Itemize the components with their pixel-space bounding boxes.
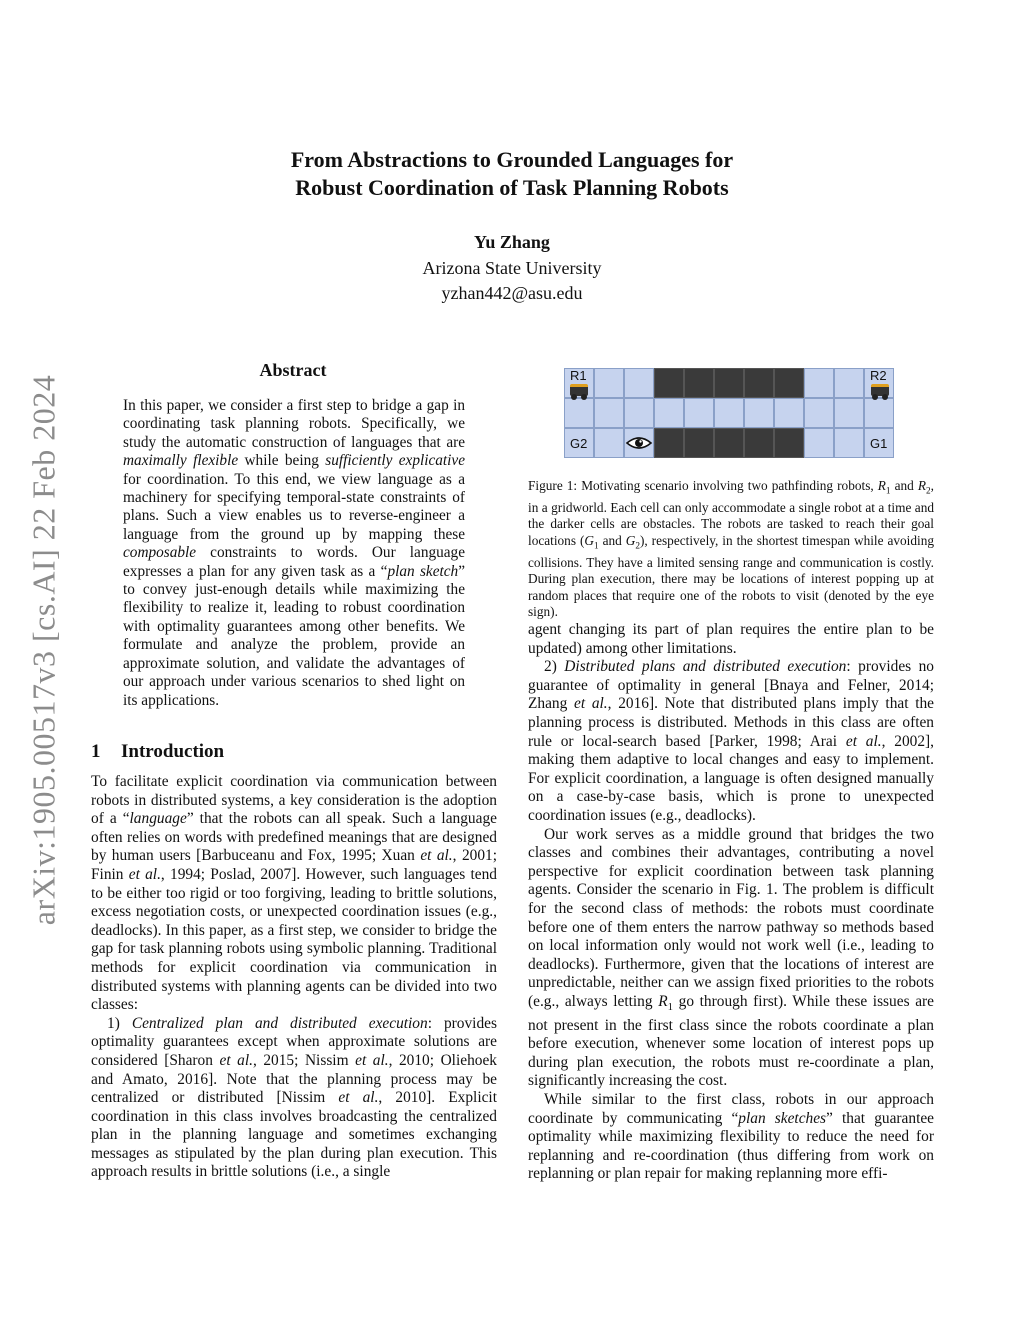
grid-cell bbox=[774, 398, 804, 428]
figure-1-caption: Figure 1: Motivating scenario involving two pathfinding robots, $R_1$ and $R_2$, in a gridworld. Each cell can only accommodate a single robot at a time and the darker cells are obstacles. The robots are tasked to reach their goal locations ($G_1$ and $G_2$), respectively, in the shortest timespan while avoiding collisions. They have a limited sensing range and communication is costly. During plan execution, there may be locations of interest popping up at random places that require one of the robots to visit (denoted by the eye sign). bbox=[528, 478, 934, 620]
grid-cell bbox=[864, 398, 894, 428]
eye-icon bbox=[625, 435, 653, 451]
abstract-emph: sufficiently explicative bbox=[325, 452, 465, 470]
obstacle-cell bbox=[684, 428, 714, 458]
grid-cell bbox=[624, 398, 654, 428]
label-r2: R2 bbox=[870, 368, 887, 383]
right-paragraph-1: agent changing its part of plan requires the entire plan to be updated) among other limitations. bbox=[528, 621, 934, 657]
obstacle-cell bbox=[684, 368, 714, 398]
grid-cell bbox=[804, 368, 834, 398]
robot-r2-icon bbox=[871, 384, 889, 396]
label-r1: R1 bbox=[570, 368, 587, 383]
obstacle-cell bbox=[744, 428, 774, 458]
grid-cell bbox=[594, 368, 624, 398]
author-email[interactable]: yzhan442@asu.edu bbox=[441, 283, 583, 303]
intro-paragraph-2: 1) Centralized plan and distributed execution: provides optimality guarantees except when approximate solutions are considered [Sharon et al., 2015; Nissim et al., 2010; Oliehoek and Amato, 2016]. Note that the planning process may be centralized or distributed [Nissim et al., 2010]. Explicit coordination in this class involves broadcasting the centralized plan in the planning language and sometimes exchanging messages as stipulated by the plan during plan execution. This approach results in brittle solutions (i.e., a single bbox=[91, 1014, 497, 1181]
left-column bbox=[91, 773, 497, 1182]
grid-cell bbox=[834, 428, 864, 458]
right-paragraph-2: 2) Distributed plans and distributed execution: provides no guarantee of optimality in general [Bnaya and Felner, 2014; Zhang et al., 2016]. Note that distributed plans imply that the planning process is distributed. Methods in this class are often rule or local-search based [Parker, 1998; Arai et al., 2002], making them adaptive to local changes and easy to implement. For explicit coordination, a language is often designed manually on a case-by-case basis, which is prone to unexpected coordination issues (e.g., deadlocks). bbox=[528, 658, 935, 824]
label-g1: G1 bbox=[870, 436, 888, 451]
abstract-text: In this paper, we consider a first step to bridge a gap in coordinating task planning robots. Specifically, we study the automatic construction of languages that are bbox=[123, 397, 465, 451]
abstract-text: ” to convey just-enough details while maximizing the flexibility to realize it, leading to robust coordination with optimality guarantees among other benefits. We formulate and analyze the problem, provide an approximate solution, and validate the advantages of our approach under various scenarios to shed light on its applications. bbox=[123, 562, 465, 709]
grid-cell bbox=[594, 398, 624, 428]
grid-cell bbox=[834, 398, 864, 428]
right-paragraph-4: While similar to the first class, robots in our approach coordinate by communicating “plan sketches” that guarantee optimality while maximizing flexibility to reduce the need for replanning and re-coordination (thus differing from work on replanning or plan repair for making replanning more effi- bbox=[528, 1090, 935, 1183]
abstract-heading: Abstract bbox=[259, 360, 327, 380]
label-g2: G2 bbox=[570, 436, 588, 451]
abstract-text: for coordination. To this end, we view language as a machinery for specifying temporal-state constraints of plans. Such a view enables us to reverse-engineer a language from the ground up by mapping these bbox=[123, 470, 465, 543]
obstacle-cell bbox=[744, 368, 774, 398]
paper-title bbox=[0, 146, 1024, 202]
section-number: 1 bbox=[91, 741, 101, 762]
grid-cell bbox=[624, 368, 654, 398]
title-line-2: Robust Coordination of Task Planning Robots bbox=[295, 175, 729, 200]
grid-cell bbox=[834, 368, 864, 398]
figure-1-gridworld bbox=[564, 368, 894, 459]
robot-r1-icon bbox=[570, 384, 588, 396]
grid-cell bbox=[564, 398, 594, 428]
intro-paragraph-1: To facilitate explicit coordination via communication between robots in distributed systems, a key consideration is the adoption of a “language” that the robots can all speak. Such a language often relies on words with predefined meanings that are designed by human users [Barbuceanu and Fox, 1995; Xuan et al., 2001; Finin et al., 1994; Poslad, 2007]. However, such languages tend to be either too rigid or too forgiving, leading to brittle solutions, excess negotiation costs, or unexpected coordination issues (e.g., deadlocks). In this paper, as a first step, we consider to bridge the gap for task planning robots using symbolic planning. Traditional methods for explicit coordination via communication in distributed systems with planning agents can be divided into two classes: bbox=[91, 773, 498, 1014]
grid-cell bbox=[684, 398, 714, 428]
author-affiliation: Arizona State University bbox=[422, 258, 602, 278]
grid-cell bbox=[804, 398, 834, 428]
obstacle-cell bbox=[774, 368, 804, 398]
obstacle-cell bbox=[654, 368, 684, 398]
section-title: Introduction bbox=[121, 741, 225, 762]
grid-cell bbox=[654, 398, 684, 428]
grid-cell bbox=[714, 398, 744, 428]
right-column bbox=[528, 621, 934, 1184]
abstract-emph: plan sketch bbox=[387, 562, 459, 580]
right-paragraph-3: Our work serves as a middle ground that bridges the two classes and combines their advantages, contributing a novel perspective for explicit coordination between task planning agents. Consider the scenario in Fig. 1. The problem is difficult for the second class of methods: the robots must coordinate before one of them enters the narrow pathway so methods based on local information only would not work well (i.e., leading to deadlocks). Furthermore, given that the locations of interest are unpredictable, neither can we assign fixed priorities to the robots (e.g., always letting $R_1$ go through first). While these issues are not present in the first class since the robots coordinate a plan before execution, whenever some location of interest pops up during plan execution, the robots must re-coordinate a plan, significantly increasing the cost. bbox=[528, 825, 934, 1090]
obstacle-cell bbox=[714, 428, 744, 458]
abstract-emph: composable bbox=[123, 544, 197, 562]
section-heading-introduction bbox=[91, 741, 224, 763]
arxiv-stamp: arXiv:1905.00517v3 [cs.AI] 22 Feb 2024 bbox=[25, 374, 62, 926]
obstacle-cell bbox=[774, 428, 804, 458]
title-line-1: From Abstractions to Grounded Languages for bbox=[290, 147, 734, 172]
grid-cell bbox=[594, 428, 624, 458]
obstacle-cell bbox=[714, 368, 744, 398]
grid-cell bbox=[804, 428, 834, 458]
grid-cell bbox=[744, 398, 774, 428]
abstract-body bbox=[123, 397, 465, 710]
author-name: Yu Zhang bbox=[474, 232, 550, 252]
abstract-text: while being bbox=[238, 452, 326, 470]
abstract-emph: maximally flexible bbox=[123, 452, 239, 470]
abstract-text: constraints to words. Our language expresses a plan for any given task as a “ bbox=[123, 544, 465, 580]
obstacle-cell bbox=[654, 428, 684, 458]
